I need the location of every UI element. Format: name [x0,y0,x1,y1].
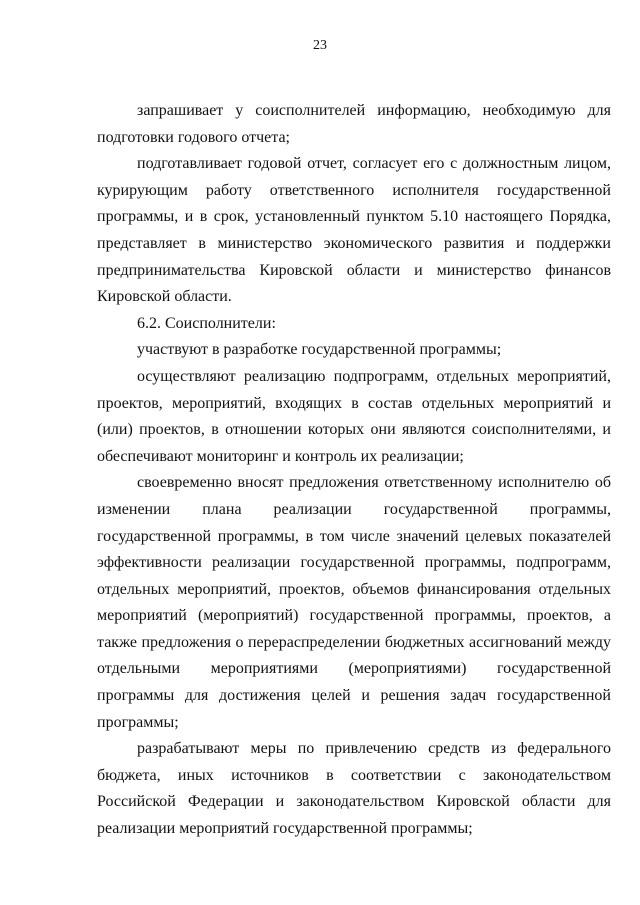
paragraph-participate: участвуют в разработке государственной программы; [137,341,502,359]
paragraph-implement: осуществляют реализацию подпрограмм, отдельных мероприятий, проектов, мероприятий, входящих в состав отдельных мероприятий и (или) проектов, в отношении которых они являются соисполнителями, и обеспечивают мониторинг и контроль их реализации; [97,367,611,465]
paragraph-annual-report: подготавливает годовой отчет, согласует его с должностным лицом, курирующим работу ответственного исполнителя государственной программы, и в срок, установленный пунктом 5.10 настоящего Порядка, представляет в министерство экономического развития и поддержки предпринимательства Кировской области и министерство финансов Кировской области. [97,155,611,306]
page-number: 23 [313,38,327,53]
paragraph-funding-measures: разрабатывают меры по привлечению средств из федерального бюджета, иных источников в соответствии с законодательством Российской Федерации и законодательством Кировской области для реализации мероприятий государственной программы; [97,740,611,838]
paragraph-request-info: запрашивает у соисполнителей информацию, необходимую для подготовки годового отчета; [97,102,611,146]
document-body [97,98,611,843]
paragraph-proposals: своевременно вносят предложения ответственному исполнителю об изменении плана реализации государственной программы, государственной программы, в том числе значений целевых показателей эффективности реализации государственной программы, подпрограмм, отдельных мероприятий, проектов, объемов финансирования отдельных мероприятий (мероприятий) государственной программы, проектов, а также предложения о перераспределении бюджетных ассигнований между отдельными мероприятиями (мероприятиями) государственной программы для достижения целей и решения задач государственной программы; [97,474,611,731]
section-heading-coexecutors: 6.2. Соисполнители: [137,314,276,332]
